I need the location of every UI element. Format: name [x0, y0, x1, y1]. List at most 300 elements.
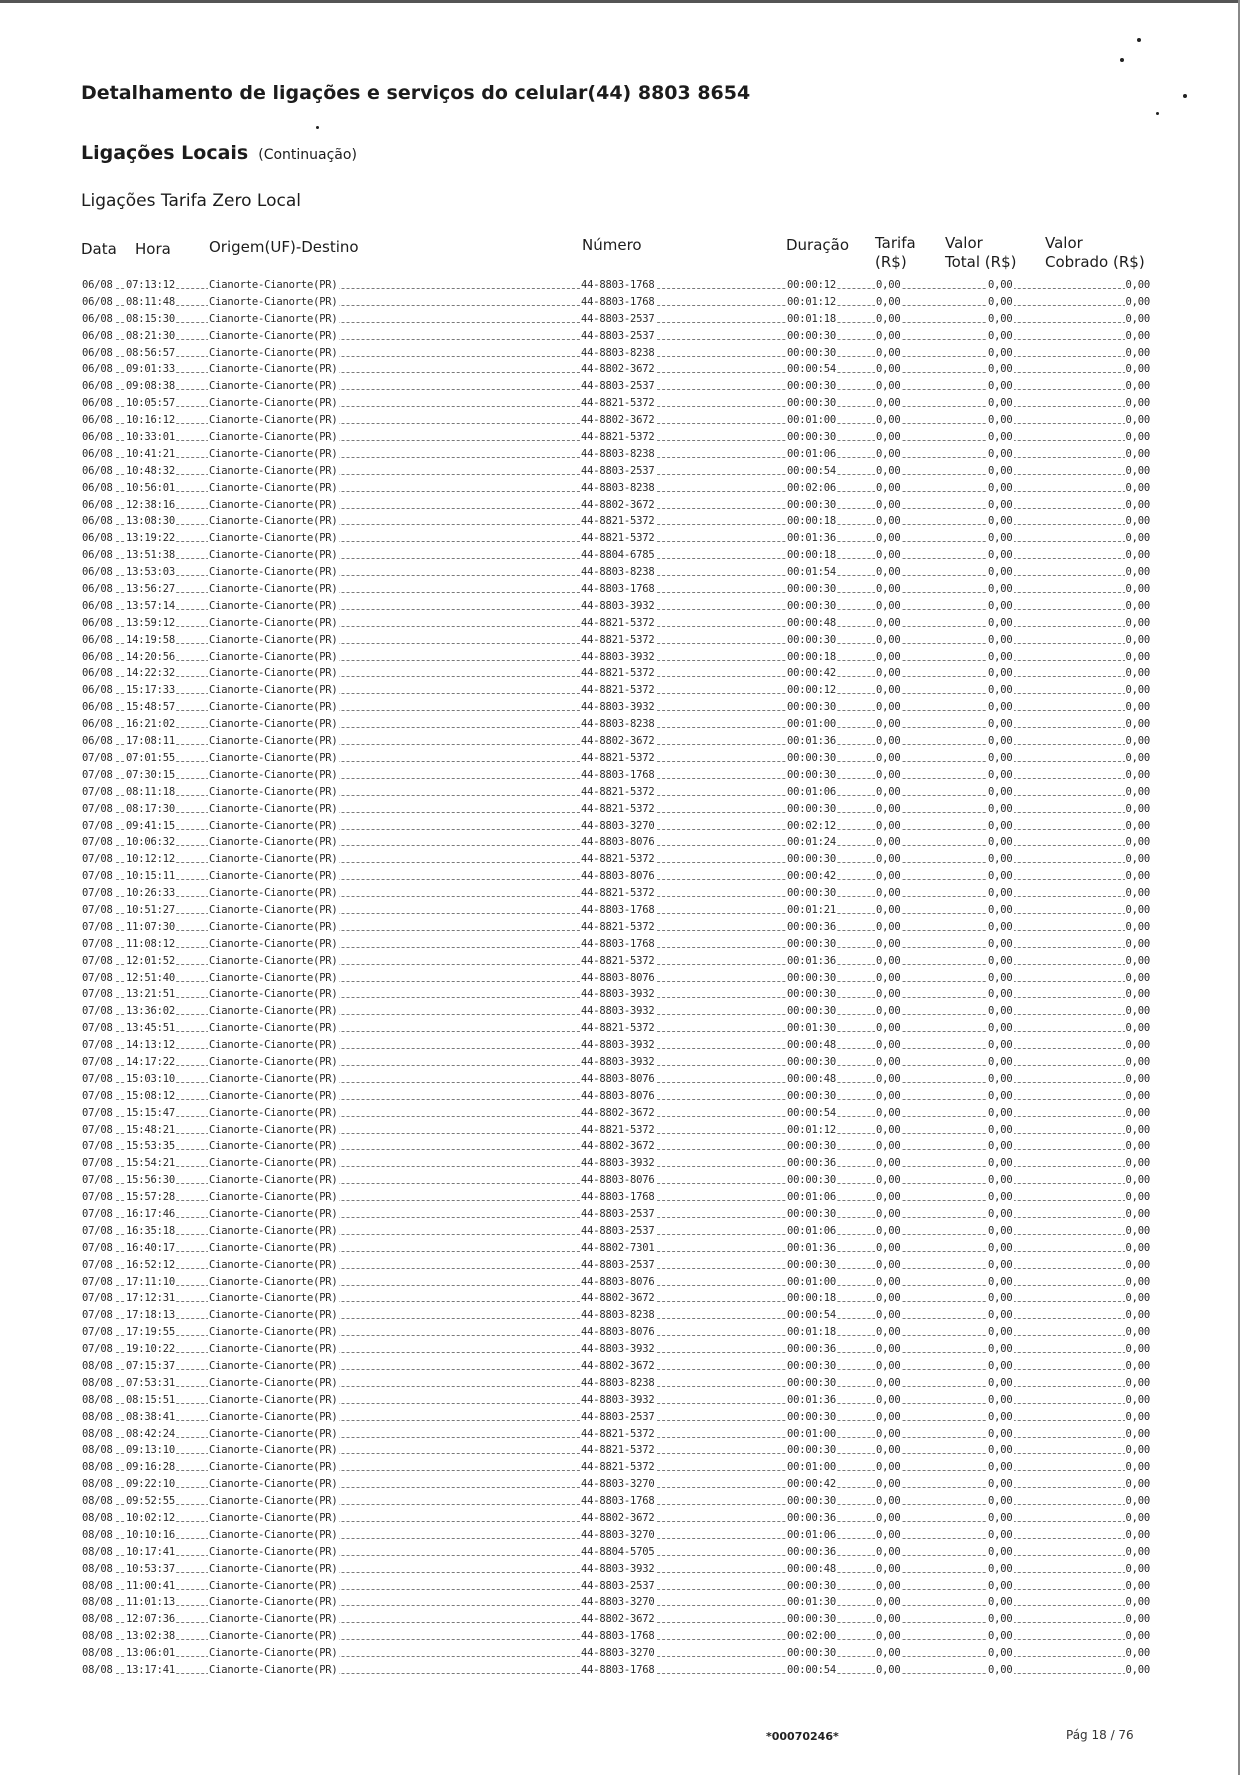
cell-valor-cobrado: 0,00: [1125, 735, 1150, 748]
cell-numero: 44-8803-3270: [581, 1647, 655, 1660]
column-header-hora: Hora: [135, 240, 171, 258]
cell-valor-cobrado: 0,00: [1125, 1275, 1150, 1288]
cell-hora: 15:57:28: [126, 1191, 175, 1204]
cell-hora: 15:54:21: [126, 1157, 175, 1170]
cell-valor-cobrado: 0,00: [1125, 1478, 1150, 1491]
cell-hora: 07:15:37: [126, 1360, 175, 1372]
cell-valor-total: 0,00: [988, 751, 1013, 764]
cell-valor-total: 0,00: [988, 1343, 1013, 1356]
cell-valor-cobrado: 0,00: [1125, 1005, 1150, 1018]
page-title: Detalhamento de ligações e serviços do celular(44) 8803 8654: [81, 82, 751, 104]
cell-tarifa: 0,00: [876, 498, 901, 511]
cell-valor-cobrado: 0,00: [1125, 1123, 1150, 1136]
cell-numero: 44-8803-2537: [581, 1410, 655, 1423]
scan-speck: [1183, 94, 1187, 98]
cell-numero: 44-8802-3672: [581, 735, 655, 748]
cell-data: 07/08: [82, 1292, 113, 1305]
column-header-valor-total-line2: Total (R$): [945, 253, 1017, 271]
cell-data: 06/08: [82, 616, 113, 629]
column-header-valor-total: [945, 234, 1016, 272]
cell-origem-destino: Cianorte-Cianorte(PR): [209, 903, 338, 916]
cell-duracao: 00:00:36: [787, 1157, 836, 1170]
cell-origem-destino: Cianorte-Cianorte(PR): [209, 1123, 338, 1136]
table-row: [81, 683, 1151, 700]
cell-hora: 10:26:33: [126, 887, 175, 900]
cell-data: 07/08: [82, 1055, 113, 1068]
cell-hora: 07:01:55: [126, 751, 175, 764]
cell-origem-destino: Cianorte-Cianorte(PR): [209, 735, 338, 748]
cell-valor-cobrado: 0,00: [1125, 464, 1150, 477]
cell-valor-cobrado: 0,00: [1125, 1207, 1150, 1220]
cell-hora: 13:17:41: [126, 1664, 175, 1677]
cell-valor-total: 0,00: [988, 1224, 1013, 1237]
cell-valor-total: 0,00: [988, 870, 1013, 883]
cell-duracao: 00:00:54: [787, 464, 836, 477]
cell-tarifa: 0,00: [876, 363, 901, 376]
cell-valor-cobrado: 0,00: [1125, 701, 1150, 714]
cell-valor-cobrado: 0,00: [1125, 971, 1150, 984]
cell-data: 07/08: [82, 903, 113, 916]
cell-duracao: 00:00:36: [787, 1343, 836, 1356]
cell-hora: 12:07:36: [126, 1613, 175, 1626]
cell-duracao: 00:00:54: [787, 1309, 836, 1322]
cell-duracao: 00:01:36: [787, 735, 836, 748]
table-row: [81, 700, 1151, 717]
cell-valor-cobrado: 0,00: [1125, 751, 1150, 764]
cell-origem-destino: Cianorte-Cianorte(PR): [209, 616, 338, 629]
cell-valor-cobrado: 0,00: [1125, 498, 1150, 511]
table-row: [81, 1325, 1151, 1342]
cell-numero: 44-8803-1768: [581, 279, 655, 291]
table-row: [81, 785, 1151, 802]
cell-valor-cobrado: 0,00: [1125, 1630, 1150, 1643]
cell-hora: 13:51:38: [126, 549, 175, 562]
cell-numero: 44-8803-3932: [581, 599, 655, 612]
cell-valor-cobrado: 0,00: [1125, 1089, 1150, 1102]
cell-duracao: 00:00:30: [787, 1174, 836, 1187]
cell-tarifa: 0,00: [876, 1039, 901, 1052]
cell-tarifa: 0,00: [876, 329, 901, 342]
cell-valor-total: 0,00: [988, 532, 1013, 545]
cell-numero: 44-8803-2537: [581, 380, 655, 393]
cell-valor-total: 0,00: [988, 346, 1013, 359]
cell-data: 07/08: [82, 768, 113, 781]
table-row: [81, 1258, 1151, 1275]
cell-tarifa: 0,00: [876, 920, 901, 933]
table-row: [81, 1241, 1151, 1258]
cell-numero: 44-8803-2537: [581, 1224, 655, 1237]
cell-valor-cobrado: 0,00: [1125, 1309, 1150, 1322]
cell-origem-destino: Cianorte-Cianorte(PR): [209, 431, 338, 444]
cell-numero: 44-8821-5372: [581, 515, 655, 528]
cell-hora: 15:48:57: [126, 701, 175, 714]
column-header-duracao: Duração: [786, 236, 850, 254]
page-number: Pág 18 / 76: [1066, 1728, 1134, 1742]
cell-tarifa: 0,00: [876, 1596, 901, 1609]
cell-hora: 15:56:30: [126, 1174, 175, 1187]
cell-valor-total: 0,00: [988, 1039, 1013, 1052]
cell-numero: 44-8802-3672: [581, 414, 655, 427]
cell-origem-destino: Cianorte-Cianorte(PR): [209, 1596, 338, 1609]
cell-valor-total: 0,00: [988, 1579, 1013, 1592]
cell-tarifa: 0,00: [876, 1055, 901, 1068]
cell-valor-total: 0,00: [988, 802, 1013, 815]
cell-duracao: 00:01:24: [787, 836, 836, 849]
cell-data: 06/08: [82, 380, 113, 393]
table-row: [81, 751, 1151, 768]
table-row: [81, 1072, 1151, 1089]
cell-origem-destino: Cianorte-Cianorte(PR): [209, 1326, 338, 1339]
cell-tarifa: 0,00: [876, 1410, 901, 1423]
cell-origem-destino: Cianorte-Cianorte(PR): [209, 295, 338, 308]
cell-data: 08/08: [82, 1562, 113, 1575]
table-row: [81, 835, 1151, 852]
cell-numero: 44-8821-5372: [581, 751, 655, 764]
cell-duracao: 00:01:06: [787, 1191, 836, 1204]
cell-valor-total: 0,00: [988, 1461, 1013, 1474]
cell-tarifa: 0,00: [876, 633, 901, 646]
cell-valor-cobrado: 0,00: [1125, 1140, 1150, 1153]
cell-numero: 44-8803-3932: [581, 701, 655, 714]
cell-numero: 44-8802-3672: [581, 1512, 655, 1525]
cell-origem-destino: Cianorte-Cianorte(PR): [209, 498, 338, 511]
cell-data: 06/08: [82, 549, 113, 562]
cell-valor-cobrado: 0,00: [1125, 1528, 1150, 1541]
cell-tarifa: 0,00: [876, 1562, 901, 1575]
cell-tarifa: 0,00: [876, 751, 901, 764]
cell-tarifa: 0,00: [876, 346, 901, 359]
cell-origem-destino: Cianorte-Cianorte(PR): [209, 1072, 338, 1085]
scan-speck: [1156, 112, 1159, 115]
cell-origem-destino: Cianorte-Cianorte(PR): [209, 1157, 338, 1170]
cell-data: 07/08: [82, 1343, 113, 1356]
cell-tarifa: 0,00: [876, 1191, 901, 1204]
cell-hora: 13:56:27: [126, 583, 175, 596]
cell-hora: 13:21:51: [126, 988, 175, 1001]
cell-tarifa: 0,00: [876, 1072, 901, 1085]
cell-duracao: 00:00:30: [787, 971, 836, 984]
section-note: (Continuação): [258, 147, 357, 163]
cell-data: 06/08: [82, 312, 113, 325]
cell-hora: 08:21:30: [126, 329, 175, 342]
cell-hora: 10:41:21: [126, 447, 175, 460]
cell-valor-cobrado: 0,00: [1125, 1292, 1150, 1305]
cell-data: 07/08: [82, 836, 113, 849]
cell-origem-destino: Cianorte-Cianorte(PR): [209, 1360, 338, 1372]
cell-duracao: 00:00:48: [787, 616, 836, 629]
table-row: [81, 1612, 1151, 1629]
table-row: [81, 1207, 1151, 1224]
cell-numero: 44-8803-3270: [581, 1528, 655, 1541]
cell-hora: 10:53:37: [126, 1562, 175, 1575]
cell-tarifa: 0,00: [876, 1241, 901, 1254]
cell-hora: 15:48:21: [126, 1123, 175, 1136]
cell-data: 07/08: [82, 954, 113, 967]
cell-tarifa: 0,00: [876, 397, 901, 410]
cell-duracao: 00:00:18: [787, 650, 836, 663]
cell-valor-total: 0,00: [988, 735, 1013, 748]
column-header-valor-cobrado-line2: Cobrado (R$): [1045, 253, 1145, 271]
cell-numero: 44-8802-3672: [581, 363, 655, 376]
table-row: [81, 1477, 1151, 1494]
table-row: [81, 819, 1151, 836]
cell-numero: 44-8803-2537: [581, 1207, 655, 1220]
cell-valor-total: 0,00: [988, 1123, 1013, 1136]
cell-duracao: 00:00:12: [787, 684, 836, 697]
cell-duracao: 00:01:36: [787, 954, 836, 967]
cell-origem-destino: Cianorte-Cianorte(PR): [209, 1528, 338, 1541]
cell-data: 06/08: [82, 447, 113, 460]
cell-hora: 13:45:51: [126, 1022, 175, 1035]
cell-duracao: 00:02:12: [787, 819, 836, 832]
cell-origem-destino: Cianorte-Cianorte(PR): [209, 1005, 338, 1018]
table-row: [81, 869, 1151, 886]
cell-duracao: 00:00:30: [787, 431, 836, 444]
cell-valor-cobrado: 0,00: [1125, 1241, 1150, 1254]
cell-hora: 08:56:57: [126, 346, 175, 359]
cell-valor-cobrado: 0,00: [1125, 616, 1150, 629]
table-row: [81, 717, 1151, 734]
cell-duracao: 00:00:30: [787, 1647, 836, 1660]
cell-origem-destino: Cianorte-Cianorte(PR): [209, 785, 338, 798]
cell-hora: 09:22:10: [126, 1478, 175, 1491]
cell-hora: 10:10:16: [126, 1528, 175, 1541]
cell-origem-destino: Cianorte-Cianorte(PR): [209, 1562, 338, 1575]
cell-origem-destino: Cianorte-Cianorte(PR): [209, 1191, 338, 1204]
cell-valor-cobrado: 0,00: [1125, 1647, 1150, 1660]
scan-border-top: [0, 0, 1240, 3]
cell-numero: 44-8803-1768: [581, 768, 655, 781]
cell-data: 06/08: [82, 701, 113, 714]
cell-valor-total: 0,00: [988, 1106, 1013, 1119]
cell-valor-total: 0,00: [988, 1647, 1013, 1660]
table-row: [81, 937, 1151, 954]
cell-numero: 44-8803-8238: [581, 718, 655, 731]
cell-valor-total: 0,00: [988, 1089, 1013, 1102]
cell-origem-destino: Cianorte-Cianorte(PR): [209, 633, 338, 646]
cell-valor-total: 0,00: [988, 887, 1013, 900]
cell-valor-cobrado: 0,00: [1125, 1072, 1150, 1085]
cell-valor-cobrado: 0,00: [1125, 853, 1150, 866]
cell-numero: 44-8803-1768: [581, 903, 655, 916]
cell-tarifa: 0,00: [876, 1174, 901, 1187]
cell-data: 06/08: [82, 279, 113, 291]
cell-valor-cobrado: 0,00: [1125, 1039, 1150, 1052]
cell-tarifa: 0,00: [876, 954, 901, 967]
cell-data: 06/08: [82, 464, 113, 477]
table-row: [81, 1139, 1151, 1156]
cell-data: 08/08: [82, 1444, 113, 1457]
cell-valor-total: 0,00: [988, 1275, 1013, 1288]
cell-valor-total: 0,00: [988, 1478, 1013, 1491]
table-row: [81, 295, 1151, 312]
cell-data: 07/08: [82, 870, 113, 883]
cell-tarifa: 0,00: [876, 1478, 901, 1491]
cell-numero: 44-8803-3932: [581, 1562, 655, 1575]
table-row: [81, 430, 1151, 447]
column-header-tarifa-unit: (R$): [875, 253, 907, 271]
cell-tarifa: 0,00: [876, 937, 901, 950]
cell-duracao: 00:02:00: [787, 1630, 836, 1643]
cell-duracao: 00:01:06: [787, 1528, 836, 1541]
cell-valor-total: 0,00: [988, 363, 1013, 376]
table-row: [81, 1376, 1151, 1393]
subsection-title: Ligações Tarifa Zero Local: [81, 191, 301, 211]
cell-hora: 10:02:12: [126, 1512, 175, 1525]
cell-origem-destino: Cianorte-Cianorte(PR): [209, 1275, 338, 1288]
cell-valor-total: 0,00: [988, 1512, 1013, 1525]
cell-data: 06/08: [82, 397, 113, 410]
cell-origem-destino: Cianorte-Cianorte(PR): [209, 1630, 338, 1643]
table-row: [81, 1528, 1151, 1545]
cell-origem-destino: Cianorte-Cianorte(PR): [209, 1393, 338, 1406]
cell-numero: 44-8803-8076: [581, 1326, 655, 1339]
cell-duracao: 00:01:36: [787, 532, 836, 545]
cell-duracao: 00:00:30: [787, 346, 836, 359]
cell-duracao: 00:01:18: [787, 312, 836, 325]
cell-origem-destino: Cianorte-Cianorte(PR): [209, 802, 338, 815]
cell-numero: 44-8803-3932: [581, 1157, 655, 1170]
cell-duracao: 00:01:06: [787, 785, 836, 798]
table-row: [81, 1646, 1151, 1663]
cell-valor-cobrado: 0,00: [1125, 1376, 1150, 1389]
table-row: [81, 1190, 1151, 1207]
cell-valor-cobrado: 0,00: [1125, 1596, 1150, 1609]
cell-hora: 14:20:56: [126, 650, 175, 663]
cell-hora: 10:16:12: [126, 414, 175, 427]
cell-numero: 44-8803-1768: [581, 583, 655, 596]
cell-valor-total: 0,00: [988, 414, 1013, 427]
section-title: Ligações Locais: [81, 142, 249, 164]
scan-speck: [316, 126, 319, 129]
cell-tarifa: 0,00: [876, 312, 901, 325]
cell-hora: 09:01:33: [126, 363, 175, 376]
cell-origem-destino: Cianorte-Cianorte(PR): [209, 684, 338, 697]
cell-data: 07/08: [82, 988, 113, 1001]
cell-valor-cobrado: 0,00: [1125, 1512, 1150, 1525]
cell-data: 06/08: [82, 735, 113, 748]
cell-tarifa: 0,00: [876, 1343, 901, 1356]
cell-hora: 13:53:03: [126, 566, 175, 579]
cell-valor-total: 0,00: [988, 1022, 1013, 1035]
table-row: [81, 1089, 1151, 1106]
cell-tarifa: 0,00: [876, 1258, 901, 1271]
cell-origem-destino: Cianorte-Cianorte(PR): [209, 1292, 338, 1305]
cell-valor-cobrado: 0,00: [1125, 1562, 1150, 1575]
cell-hora: 08:17:30: [126, 802, 175, 815]
cell-origem-destino: Cianorte-Cianorte(PR): [209, 1022, 338, 1035]
cell-origem-destino: Cianorte-Cianorte(PR): [209, 1579, 338, 1592]
cell-valor-total: 0,00: [988, 481, 1013, 494]
cell-origem-destino: Cianorte-Cianorte(PR): [209, 1055, 338, 1068]
cell-tarifa: 0,00: [876, 295, 901, 308]
cell-duracao: 00:00:30: [787, 380, 836, 393]
cell-data: 08/08: [82, 1528, 113, 1541]
cell-origem-destino: Cianorte-Cianorte(PR): [209, 701, 338, 714]
cell-duracao: 00:00:30: [787, 751, 836, 764]
cell-valor-cobrado: 0,00: [1125, 887, 1150, 900]
cell-duracao: 00:01:00: [787, 718, 836, 731]
cell-valor-total: 0,00: [988, 684, 1013, 697]
cell-hora: 13:19:22: [126, 532, 175, 545]
table-row: [81, 1055, 1151, 1072]
cell-hora: 11:07:30: [126, 920, 175, 933]
cell-valor-cobrado: 0,00: [1125, 1495, 1150, 1508]
cell-tarifa: 0,00: [876, 684, 901, 697]
cell-numero: 44-8821-5372: [581, 633, 655, 646]
cell-hora: 16:17:46: [126, 1207, 175, 1220]
table-row: [81, 1393, 1151, 1410]
cell-origem-destino: Cianorte-Cianorte(PR): [209, 1427, 338, 1440]
cell-origem-destino: Cianorte-Cianorte(PR): [209, 1647, 338, 1660]
cell-duracao: 00:00:30: [787, 397, 836, 410]
cell-hora: 08:15:30: [126, 312, 175, 325]
table-row: [81, 1494, 1151, 1511]
cell-origem-destino: Cianorte-Cianorte(PR): [209, 1224, 338, 1237]
cell-numero: 44-8803-3932: [581, 1393, 655, 1406]
cell-valor-cobrado: 0,00: [1125, 431, 1150, 444]
cell-origem-destino: Cianorte-Cianorte(PR): [209, 954, 338, 967]
cell-tarifa: 0,00: [876, 1123, 901, 1136]
cell-numero: 44-8803-2537: [581, 312, 655, 325]
cell-data: 07/08: [82, 1089, 113, 1102]
cell-data: 08/08: [82, 1478, 113, 1491]
table-row: [81, 464, 1151, 481]
cell-hora: 09:41:15: [126, 819, 175, 832]
document-barcode-number: *00070246*: [766, 1730, 839, 1743]
cell-hora: 11:00:41: [126, 1579, 175, 1592]
cell-valor-cobrado: 0,00: [1125, 380, 1150, 393]
cell-numero: 44-8803-8238: [581, 346, 655, 359]
table-row: [81, 278, 1151, 295]
cell-numero: 44-8803-8076: [581, 1275, 655, 1288]
table-row: [81, 768, 1151, 785]
cell-duracao: 00:01:06: [787, 447, 836, 460]
cell-numero: 44-8821-5372: [581, 1427, 655, 1440]
cell-tarifa: 0,00: [876, 718, 901, 731]
cell-numero: 44-8803-1768: [581, 937, 655, 950]
cell-valor-total: 0,00: [988, 819, 1013, 832]
table-row: [81, 954, 1151, 971]
cell-hora: 10:05:57: [126, 397, 175, 410]
cell-valor-total: 0,00: [988, 1376, 1013, 1389]
cell-valor-cobrado: 0,00: [1125, 566, 1150, 579]
cell-data: 08/08: [82, 1360, 113, 1372]
table-row: [81, 666, 1151, 683]
table-row: [81, 396, 1151, 413]
cell-data: 08/08: [82, 1427, 113, 1440]
cell-valor-cobrado: 0,00: [1125, 599, 1150, 612]
cell-origem-destino: Cianorte-Cianorte(PR): [209, 1207, 338, 1220]
table-row: [81, 1038, 1151, 1055]
table-row: [81, 565, 1151, 582]
cell-tarifa: 0,00: [876, 1613, 901, 1626]
cell-valor-cobrado: 0,00: [1125, 785, 1150, 798]
cell-valor-cobrado: 0,00: [1125, 1664, 1150, 1677]
cell-valor-cobrado: 0,00: [1125, 1055, 1150, 1068]
cell-valor-total: 0,00: [988, 1258, 1013, 1271]
cell-tarifa: 0,00: [876, 988, 901, 1001]
cell-origem-destino: Cianorte-Cianorte(PR): [209, 650, 338, 663]
cell-valor-total: 0,00: [988, 1207, 1013, 1220]
cell-valor-cobrado: 0,00: [1125, 633, 1150, 646]
column-header-numero: Número: [582, 236, 642, 254]
cell-numero: 44-8802-3672: [581, 1613, 655, 1626]
cell-data: 07/08: [82, 1022, 113, 1035]
cell-valor-total: 0,00: [988, 1326, 1013, 1339]
cell-origem-destino: Cianorte-Cianorte(PR): [209, 312, 338, 325]
cell-tarifa: 0,00: [876, 819, 901, 832]
